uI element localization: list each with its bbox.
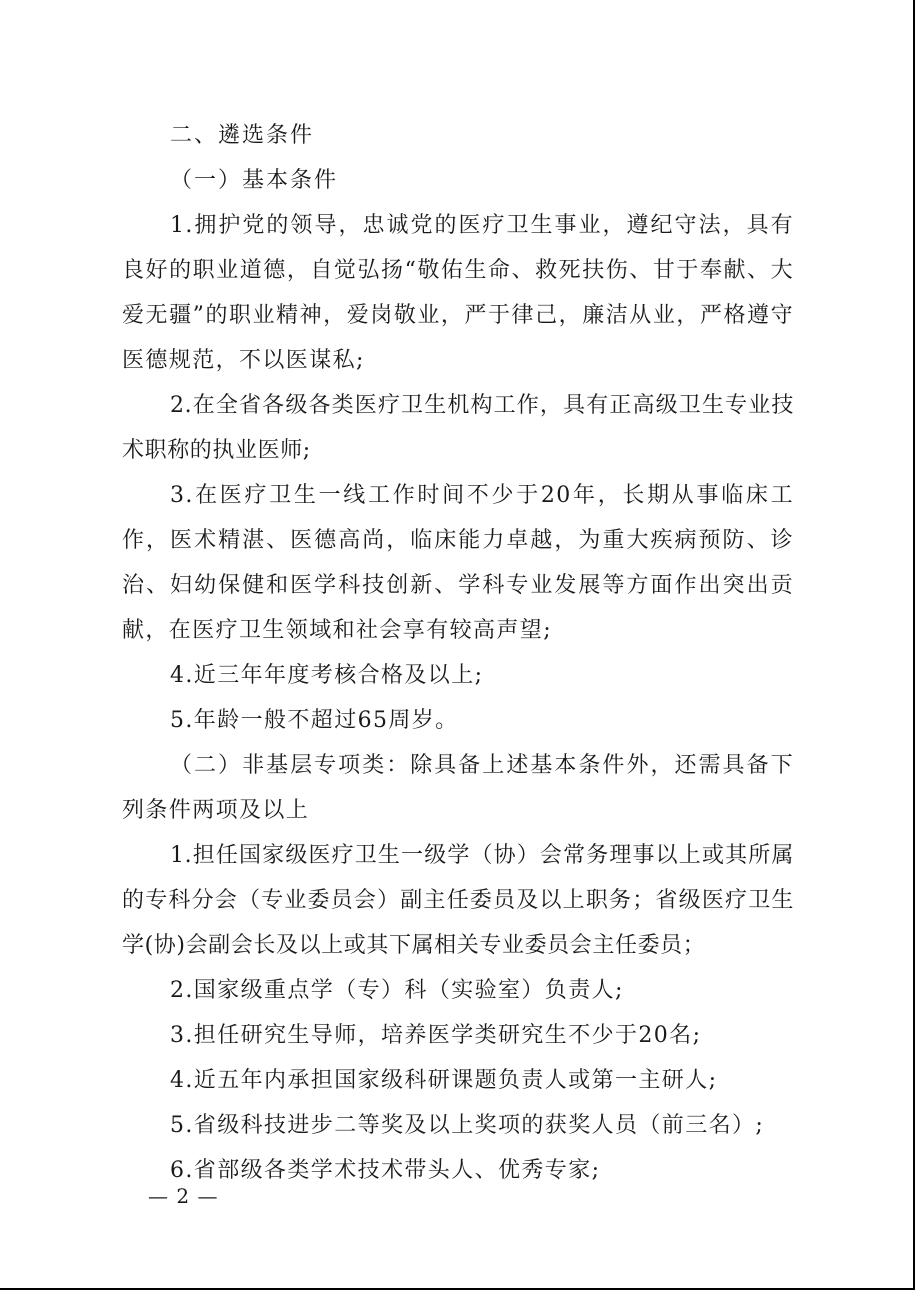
special-condition-2: 2.国家级重点学（专）科（实验室）负责人; xyxy=(170,978,624,1003)
basic-condition-2: 2.在全省各级各类医疗卫生机构工作，具有正高级卫生专业技术职称的执业医师; xyxy=(122,393,794,463)
basic-condition-4: 4.近三年年度考核合格及以上; xyxy=(170,663,484,688)
special-condition-3: 3.担任研究生导师，培养医学类研究生不少于20名; xyxy=(170,1023,702,1048)
basic-condition-5: 5.年龄一般不超过65周岁。 xyxy=(170,708,459,733)
document-body xyxy=(122,113,794,1193)
special-condition-4: 4.近五年内承担国家级科研课题负责人或第一主研人; xyxy=(170,1068,718,1093)
basic-condition-3: 3.在医疗卫生一线工作时间不少于20年，长期从事临床工作，医术精湛、医德高尚，临床能力卓越，为重大疾病预防、诊治、妇幼保健和医学科技创新、学科专业发展等方面作出突出贡献，在医疗卫生领域和社会享有较高声望; xyxy=(122,483,794,643)
special-condition-1: 1.担任国家级医疗卫生一级学（协）会常务理事以上或其所属的专科分会（专业委员会）副主任委员及以上职务；省级医疗卫生学(协)会副会长及以上或其下属相关专业委员会主任委员； xyxy=(122,843,794,958)
basic-conditions-title: （一）基本条件 xyxy=(170,168,339,193)
section-title: 二、遴选条件 xyxy=(170,123,315,148)
special-condition-6: 6.省部级各类学术技术带头人、优秀专家; xyxy=(170,1158,601,1183)
basic-condition-1: 1.拥护党的领导，忠诚党的医疗卫生事业，遵纪守法，具有良好的职业道德，自觉弘扬“敬佑生命、救死扶伤、甘于奉献、大爱无疆”的职业精神，爱岗敬业，严于律己，廉洁从业，严格遵守医德规范，不以医谋私; xyxy=(122,213,794,373)
special-condition-5: 5.省级科技进步二等奖及以上奖项的获奖人员（前三名）; xyxy=(170,1113,765,1138)
special-conditions-intro: （二）非基层专项类：除具备上述基本条件外，还需具备下列条件两项及以上 xyxy=(122,753,794,823)
page-number: — 2 — xyxy=(148,1184,219,1208)
